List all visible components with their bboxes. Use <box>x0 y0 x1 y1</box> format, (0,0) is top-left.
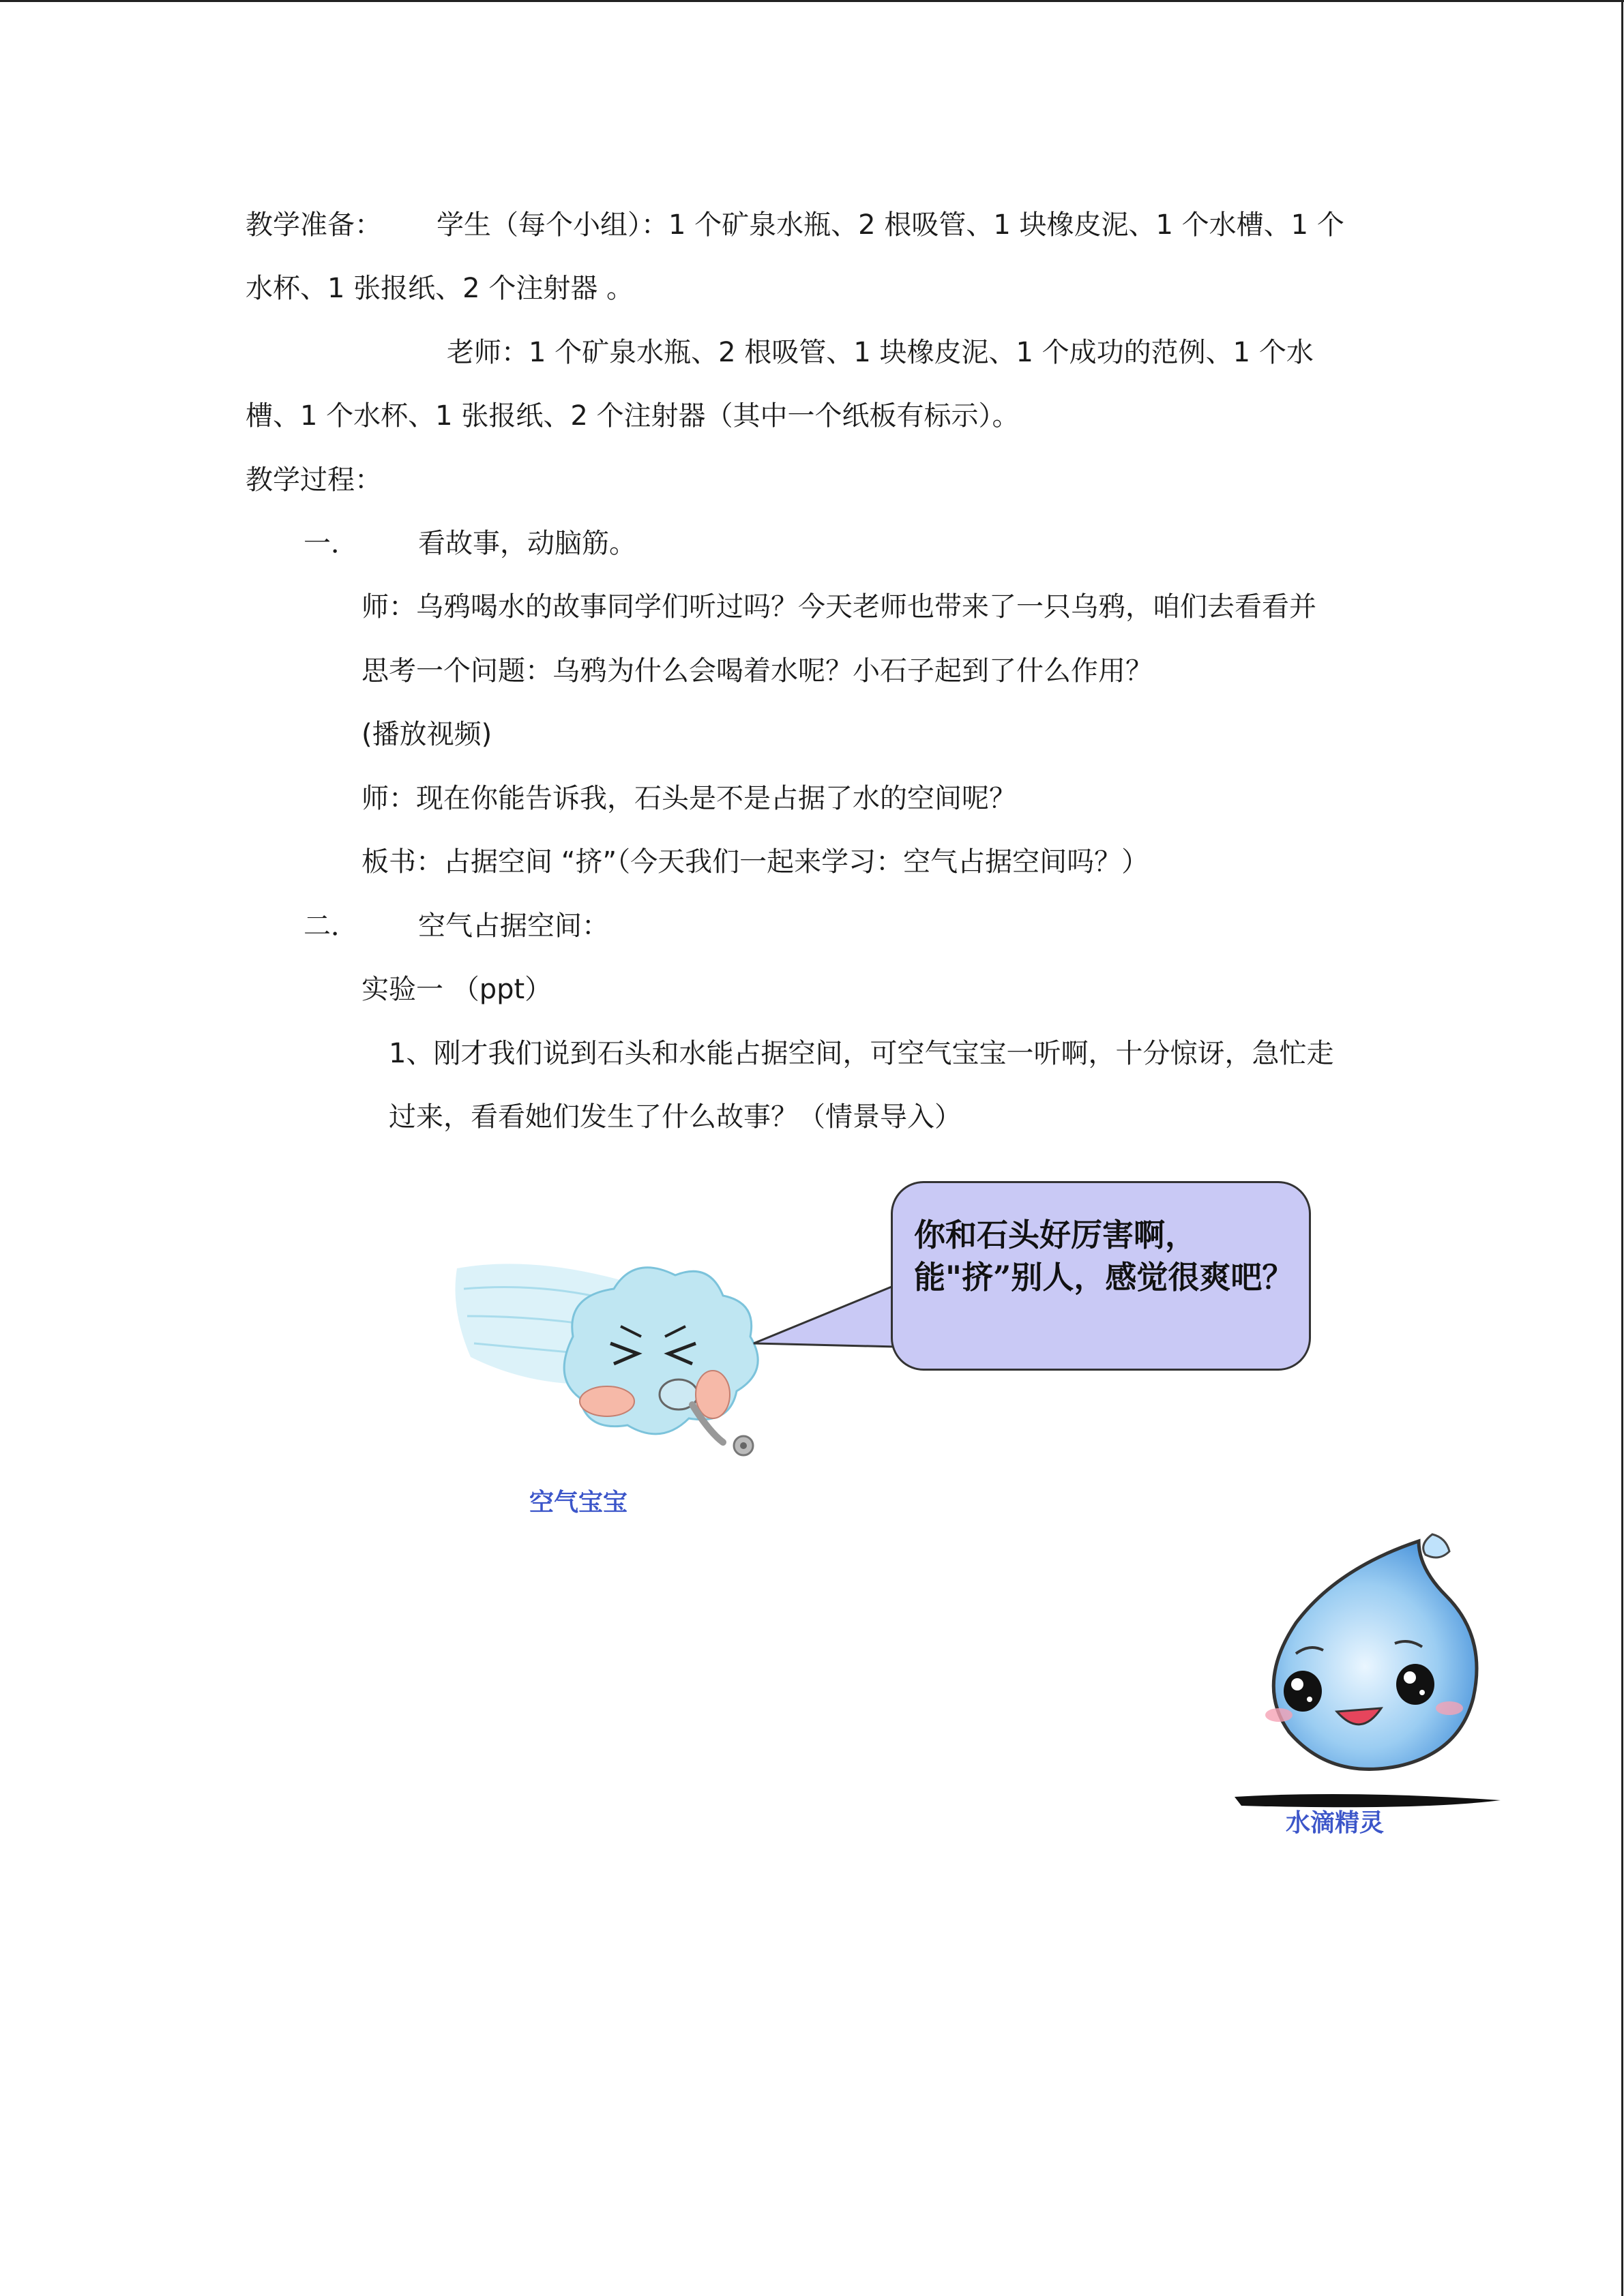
speech-bubble-text: 你和石头好厉害啊，能"挤”别人，感觉很爽吧？ <box>914 1217 1294 1296</box>
item-1-line-1: 1、刚才我们说到石头和水能占据空间，可空气宝宝一听啊，十分惊讶，急忙走 <box>389 1038 1334 1069</box>
air-baby-caption: 空气宝宝 <box>529 1488 628 1517</box>
water-drop-sprite-illustration <box>1214 1521 1501 1821</box>
section-1-para-3: (播放视频) <box>361 719 492 750</box>
section-2-number: 二． <box>304 910 358 942</box>
section-1-para-2: 思考一个问题：乌鸦为什么会喝着水呢？小石子起到了什么作用？ <box>361 655 1153 687</box>
section-1-para-1: 师：乌鸦喝水的故事同学们听过吗？今天老师也带来了一只乌鸦，咱们去看看并 <box>361 591 1316 623</box>
prep-teacher-cont: 槽、1 个水杯、1 张报纸、2 个注射器（其中一个纸板有标示）。 <box>246 400 1020 432</box>
section-1-number: 一． <box>304 528 358 559</box>
page-right-border <box>1621 0 1623 2296</box>
process-label: 教学过程： <box>246 464 382 496</box>
prep-students-cont: 水杯、1 张报纸、2 个注射器 。 <box>246 273 634 304</box>
section-2-title: 空气占据空间： <box>418 910 609 942</box>
prep-students-line: 学生（每个小组）：1 个矿泉水瓶、2 根吸管、1 块橡皮泥、1 个水槽、1 个 <box>437 209 1344 241</box>
item-1-line-2: 过来，看看她们发生了什么故事？（情景导入） <box>389 1101 962 1133</box>
section-1-para-4: 师：现在你能告诉我，石头是不是占据了水的空间呢？ <box>361 783 1016 814</box>
prep-teacher-line: 老师：1 个矿泉水瓶、2 根吸管、1 块橡皮泥、1 个成功的范例、1 个水 <box>447 337 1314 368</box>
prep-label: 教学准备： <box>246 209 382 241</box>
speech-bubble-tail <box>750 1282 907 1357</box>
section-1-para-5: 板书：占据空间 “挤”（今天我们一起来学习：空气占据空间吗？） <box>361 846 1149 878</box>
air-baby-illustration <box>450 1241 887 1500</box>
experiment-1-label: 实验一 （ppt） <box>361 974 552 1005</box>
water-drop-caption: 水滴精灵 <box>1286 1808 1385 1837</box>
page-top-border <box>0 0 1624 2</box>
section-1-title: 看故事，动脑筋。 <box>418 528 636 559</box>
